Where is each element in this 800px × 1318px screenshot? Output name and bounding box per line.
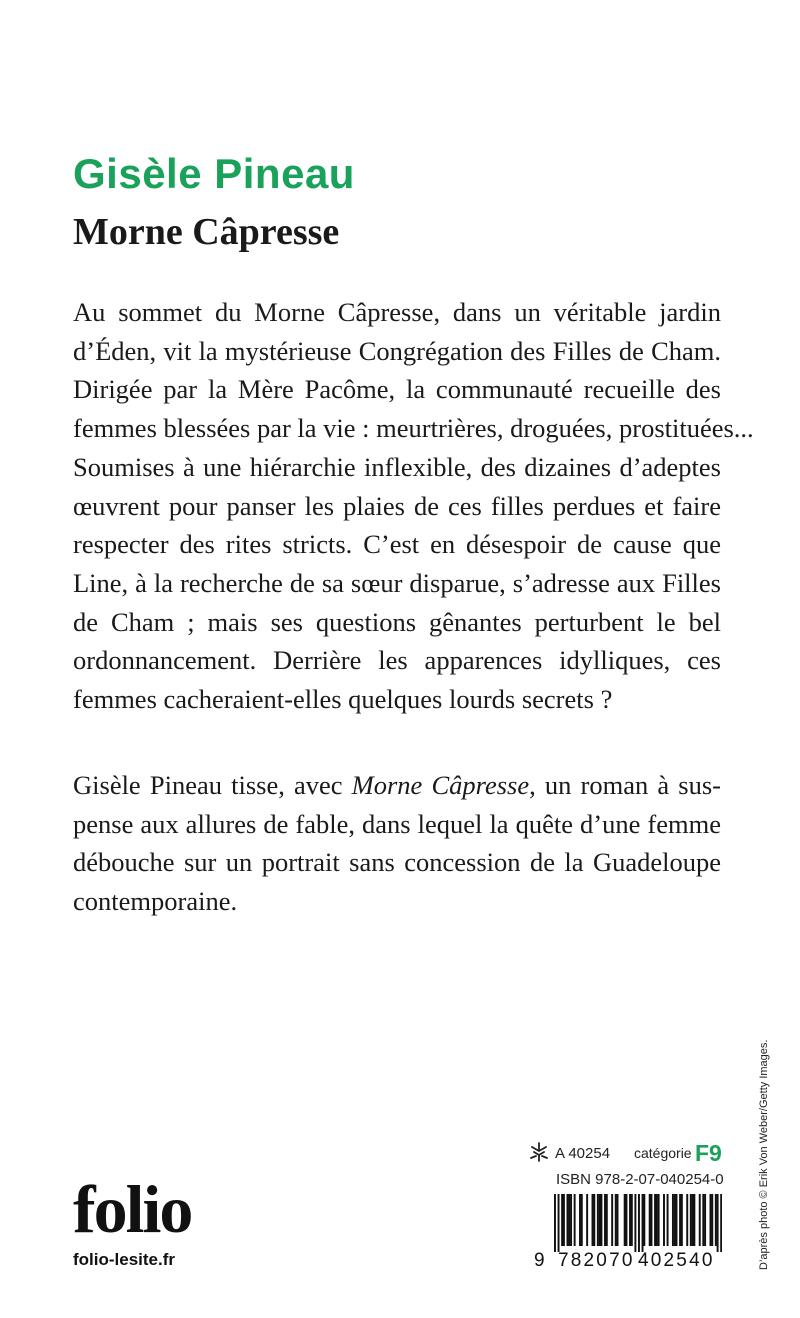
barcode-bar bbox=[642, 1194, 644, 1252]
blurb-line: contemporaine. bbox=[73, 886, 238, 917]
barcode-bar bbox=[629, 1194, 631, 1246]
barcode-bar bbox=[717, 1194, 719, 1252]
barcode-bar bbox=[597, 1194, 599, 1246]
barcode-bar bbox=[581, 1194, 583, 1246]
category-label: catégorie bbox=[634, 1145, 692, 1161]
barcode-bar bbox=[709, 1194, 711, 1246]
blurb-line: de Cham ; mais ses questions gênantes perturbent le bel bbox=[73, 606, 721, 637]
barcode-bar bbox=[558, 1194, 560, 1252]
barcode-bar bbox=[625, 1194, 627, 1246]
barcode-bar bbox=[600, 1194, 602, 1246]
barcode-bar bbox=[638, 1194, 640, 1252]
barcode-bar bbox=[617, 1194, 619, 1246]
blurb-line: ordonnancement. Derrière les apparences idylliques, ces bbox=[73, 645, 721, 676]
barcode-bar bbox=[720, 1194, 722, 1252]
barcode-bar bbox=[658, 1194, 660, 1246]
barcode-bar bbox=[615, 1194, 617, 1246]
blurb-line: débouche sur un portrait sans concession de la Guadeloupe bbox=[73, 847, 721, 878]
barcode-bar bbox=[592, 1194, 594, 1246]
blurb-line bbox=[73, 766, 721, 805]
barcode-bar bbox=[651, 1194, 653, 1246]
barcode-bar bbox=[672, 1194, 674, 1246]
publisher-emblem-icon bbox=[528, 1142, 550, 1166]
folio-logo: folio bbox=[73, 1171, 192, 1247]
barcode-bar bbox=[686, 1194, 688, 1246]
barcode bbox=[554, 1194, 722, 1252]
barcode-bar bbox=[715, 1194, 717, 1246]
barcode-bar bbox=[681, 1194, 683, 1246]
blurb-paragraph-1 bbox=[73, 293, 754, 719]
barcode-bar bbox=[656, 1194, 658, 1246]
barcode-bar bbox=[690, 1194, 692, 1246]
barcode-bar bbox=[604, 1194, 606, 1246]
barcode-bar bbox=[579, 1194, 581, 1246]
blurb-line: Soumises à une hiérarchie inflexible, des dizaines d’adeptes bbox=[73, 451, 721, 482]
barcode-bar bbox=[570, 1194, 572, 1246]
book-title: Morne Câpresse bbox=[73, 211, 340, 253]
catalog-code: A 40254 bbox=[555, 1145, 611, 1162]
barcode-digits-group-1: 782070 bbox=[558, 1250, 635, 1271]
blurb-line: œuvrent pour panser les plaies de ces filles perdues et faire bbox=[73, 490, 721, 521]
publisher-website: folio-lesite.fr bbox=[73, 1250, 176, 1269]
barcode-bar bbox=[674, 1194, 676, 1246]
barcode-bar bbox=[699, 1194, 701, 1246]
blurb-text: , un roman à sus- bbox=[529, 770, 721, 800]
author-name: Gisèle Pineau bbox=[73, 150, 355, 197]
barcode-bar bbox=[554, 1194, 556, 1252]
blurb-text: Gisèle Pineau tisse, avec bbox=[73, 770, 352, 800]
blurb-paragraph-2 bbox=[73, 766, 721, 921]
barcode-bar bbox=[649, 1194, 651, 1246]
blurb-line: Dirigée par la Mère Pacôme, la communauté recueille des bbox=[73, 374, 721, 405]
barcode-bar bbox=[624, 1194, 626, 1246]
barcode-bar bbox=[563, 1194, 565, 1246]
barcode-bar bbox=[676, 1194, 678, 1246]
blurb-line: Line, à la recherche de sa sœur disparue, s’adresse aux Filles bbox=[73, 567, 721, 598]
barcode-bar bbox=[643, 1194, 645, 1246]
blurb-line: femmes cacheraient-elles quelques lourds secrets ? bbox=[73, 684, 613, 715]
barcode-bar bbox=[561, 1194, 563, 1246]
barcode-bar bbox=[704, 1194, 706, 1246]
barcode-digit-first: 9 bbox=[534, 1250, 545, 1271]
barcode-bar bbox=[574, 1194, 576, 1246]
barcode-bar bbox=[631, 1194, 633, 1246]
barcode-bar bbox=[693, 1194, 695, 1246]
book-title-italic: Morne Câpresse bbox=[351, 770, 530, 800]
barcode-bar bbox=[568, 1194, 570, 1246]
barcode-bar bbox=[634, 1194, 636, 1252]
blurb-line: pense aux allures de fable, dans lequel la quête d’une femme bbox=[73, 808, 721, 839]
barcode-bar bbox=[586, 1194, 588, 1246]
barcode-bar bbox=[567, 1194, 569, 1246]
catalog-row bbox=[528, 1141, 724, 1167]
barcode-bar bbox=[667, 1194, 669, 1246]
isbn: ISBN 978-2-07-040254-0 bbox=[556, 1171, 724, 1188]
barcode-bar bbox=[654, 1194, 656, 1246]
barcode-bar bbox=[593, 1194, 595, 1246]
barcode-bar bbox=[679, 1194, 681, 1246]
blurb-line: respecter des rites stricts. C’est en désespoir de cause que bbox=[73, 529, 721, 560]
barcode-bar bbox=[711, 1194, 713, 1246]
blurb-line: Au sommet du Morne Câpresse, dans un véritable jardin bbox=[73, 297, 721, 327]
barcode-bar bbox=[611, 1194, 613, 1246]
barcode-bar bbox=[692, 1194, 694, 1246]
blurb-line: femmes blessées par la vie : meurtrières, droguées, prostituées... bbox=[73, 413, 754, 444]
barcode-bar bbox=[663, 1194, 665, 1246]
category-value: F9 bbox=[695, 1140, 722, 1166]
blurb-line: d’Éden, vit la mystérieuse Congrégation des Filles de Cham. bbox=[73, 335, 721, 366]
barcode-bar bbox=[702, 1194, 704, 1246]
photo-credit: D’après photo © Erik Von Weber/Getty Images. bbox=[758, 1039, 770, 1270]
barcode-digits-group-2: 402540 bbox=[638, 1250, 715, 1271]
barcode-bar bbox=[606, 1194, 608, 1246]
barcode-bar bbox=[599, 1194, 601, 1246]
